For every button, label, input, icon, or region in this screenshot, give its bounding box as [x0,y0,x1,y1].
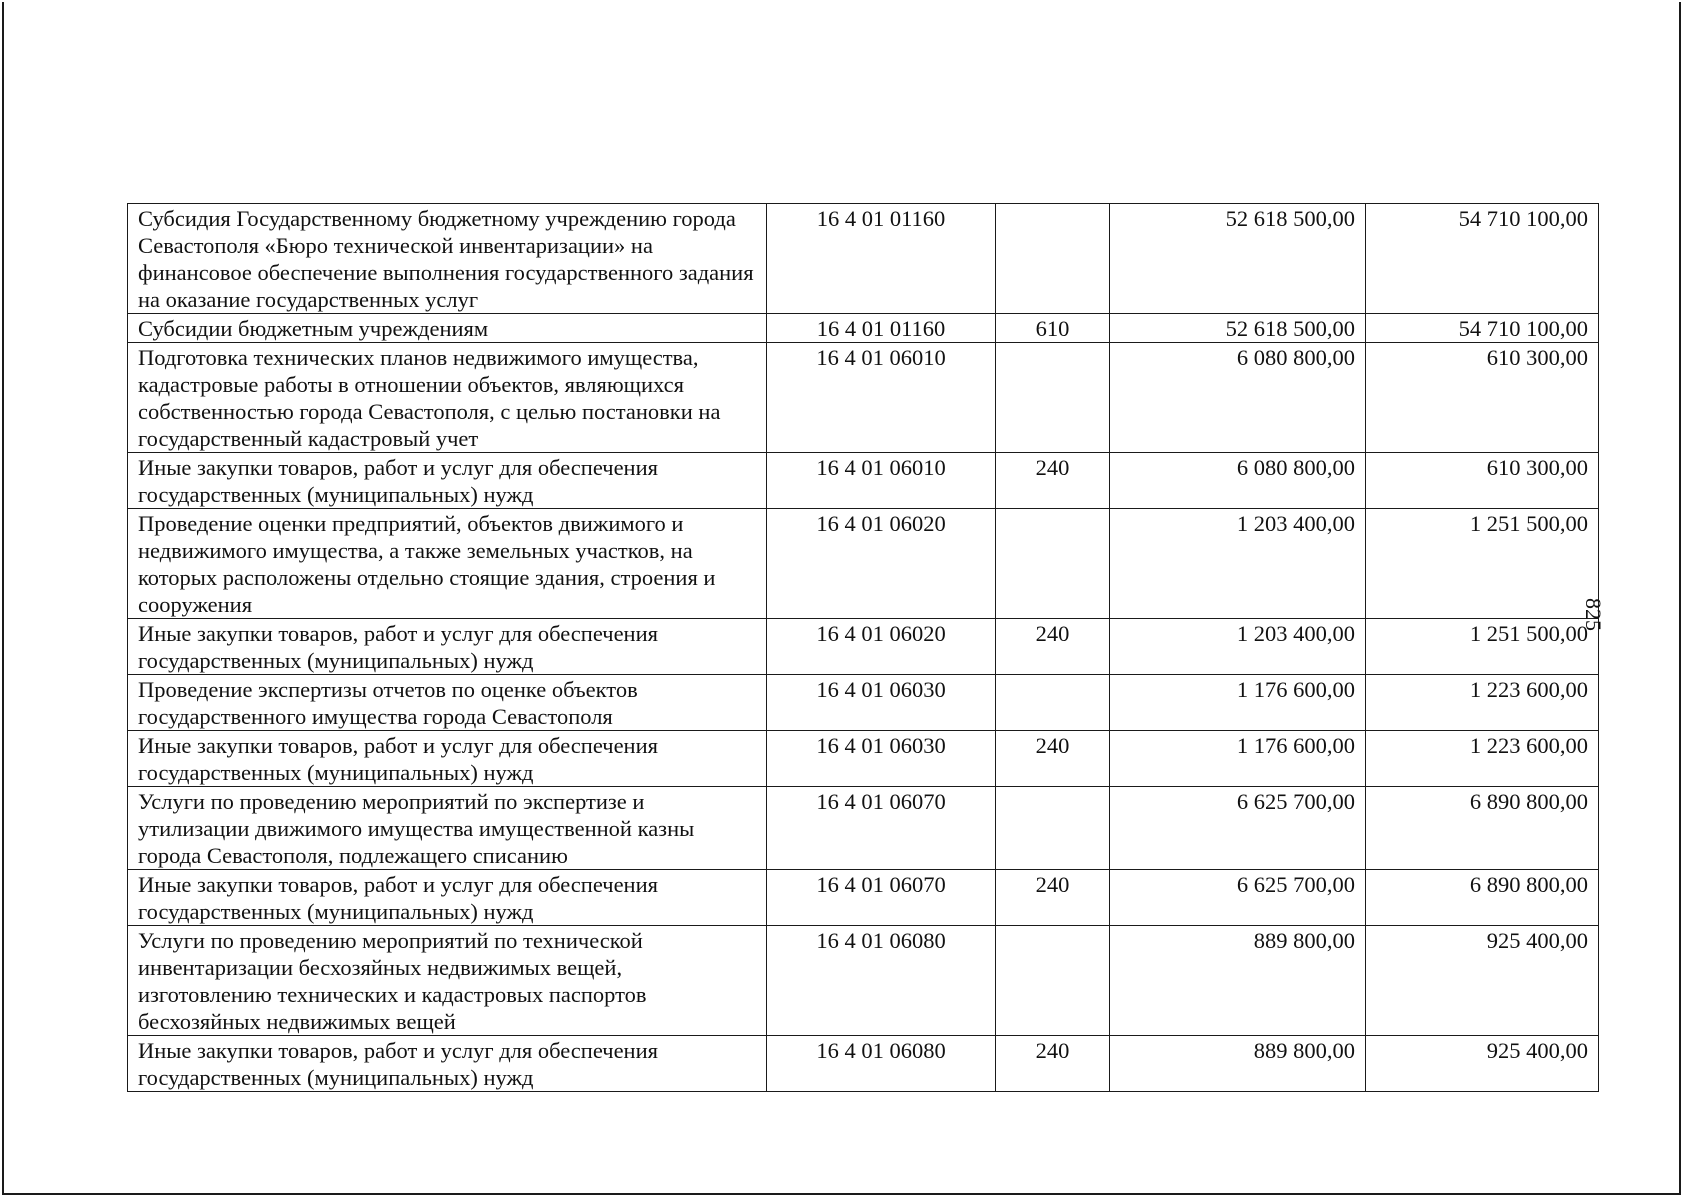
table-row [128,619,1599,675]
row-amount-1-cell: 1 203 400,00 [1110,509,1366,619]
row-code-cell: 16 4 01 06020 [767,619,996,675]
row-amount-1-cell: 1 203 400,00 [1110,619,1366,675]
row-name-cell: Иные закупки товаров, работ и услуг для обеспечения государственных (муниципальных) нужд [128,453,767,509]
row-amount-2-cell: 6 890 800,00 [1366,787,1599,870]
row-amount-1-cell: 52 618 500,00 [1110,314,1366,343]
table-row [128,926,1599,1036]
row-code-cell: 16 4 01 06030 [767,675,996,731]
row-code-cell: 16 4 01 01160 [767,314,996,343]
row-name-cell: Иные закупки товаров, работ и услуг для обеспечения государственных (муниципальных) нужд [128,731,767,787]
row-amount-1-cell: 6 625 700,00 [1110,870,1366,926]
table-row [128,314,1599,343]
row-type-cell: 610 [996,314,1110,343]
row-type-cell [996,343,1110,453]
row-amount-2-cell: 54 710 100,00 [1366,204,1599,314]
table-row [128,204,1599,314]
row-name-cell: Услуги по проведению мероприятий по технической инвентаризации бесхозяйных недвижимых вещей, изготовлению технических и кадастровых паспортов бесхозяйных недвижимых вещей [128,926,767,1036]
row-code-cell: 16 4 01 06070 [767,870,996,926]
row-type-cell [996,926,1110,1036]
row-code-cell: 16 4 01 06070 [767,787,996,870]
row-code-cell: 16 4 01 06080 [767,926,996,1036]
row-amount-2-cell: 610 300,00 [1366,343,1599,453]
row-amount-2-cell: 1 251 500,00 [1366,619,1599,675]
row-code-cell: 16 4 01 01160 [767,204,996,314]
row-code-cell: 16 4 01 06010 [767,453,996,509]
row-code-cell: 16 4 01 06010 [767,343,996,453]
page-number: 825 [1581,598,1606,631]
row-name-cell: Иные закупки товаров, работ и услуг для обеспечения государственных (муниципальных) нужд [128,619,767,675]
row-type-cell: 240 [996,453,1110,509]
row-name-cell: Проведение экспертизы отчетов по оценке объектов государственного имущества города Севастополя [128,675,767,731]
table-row [128,343,1599,453]
row-code-cell: 16 4 01 06020 [767,509,996,619]
row-amount-1-cell: 1 176 600,00 [1110,731,1366,787]
row-name-cell: Подготовка технических планов недвижимого имущества, кадастровые работы в отношении объектов, являющихся собственностью города Севастополя, с целью постановки на государственный кадастровый учет [128,343,767,453]
table-row [128,675,1599,731]
row-code-cell: 16 4 01 06030 [767,731,996,787]
row-amount-1-cell: 6 080 800,00 [1110,343,1366,453]
row-amount-2-cell: 610 300,00 [1366,453,1599,509]
table-row [128,509,1599,619]
table-row [128,1036,1599,1092]
row-amount-2-cell: 1 223 600,00 [1366,731,1599,787]
row-amount-2-cell: 925 400,00 [1366,926,1599,1036]
table-row [128,870,1599,926]
row-type-cell: 240 [996,619,1110,675]
table-body [128,204,1599,1092]
table-row [128,453,1599,509]
row-amount-1-cell: 52 618 500,00 [1110,204,1366,314]
row-type-cell: 240 [996,731,1110,787]
row-name-cell: Иные закупки товаров, работ и услуг для обеспечения государственных (муниципальных) нужд [128,1036,767,1092]
row-amount-1-cell: 6 625 700,00 [1110,787,1366,870]
row-amount-1-cell: 889 800,00 [1110,1036,1366,1092]
budget-table [127,203,1599,1092]
row-name-cell: Услуги по проведению мероприятий по экспертизе и утилизации движимого имущества имущественной казны города Севастополя, подлежащего списанию [128,787,767,870]
row-code-cell: 16 4 01 06080 [767,1036,996,1092]
row-name-cell: Проведение оценки предприятий, объектов движимого и недвижимого имущества, а также земельных участков, на которых расположены отдельно стоящие здания, строения и сооружения [128,509,767,619]
row-type-cell [996,204,1110,314]
row-type-cell [996,675,1110,731]
row-type-cell [996,509,1110,619]
row-type-cell [996,787,1110,870]
row-amount-2-cell: 54 710 100,00 [1366,314,1599,343]
row-name-cell: Иные закупки товаров, работ и услуг для обеспечения государственных (муниципальных) нужд [128,870,767,926]
row-type-cell: 240 [996,1036,1110,1092]
table-row [128,731,1599,787]
row-amount-1-cell: 1 176 600,00 [1110,675,1366,731]
table-row [128,787,1599,870]
row-amount-1-cell: 889 800,00 [1110,926,1366,1036]
row-amount-2-cell: 6 890 800,00 [1366,870,1599,926]
row-name-cell: Субсидия Государственному бюджетному учреждению города Севастополя «Бюро технической инвентаризации» на финансовое обеспечение выполнения государственного задания на оказание государственных услуг [128,204,767,314]
row-amount-1-cell: 6 080 800,00 [1110,453,1366,509]
row-type-cell: 240 [996,870,1110,926]
row-amount-2-cell: 1 251 500,00 [1366,509,1599,619]
row-name-cell: Субсидии бюджетным учреждениям [128,314,767,343]
row-amount-2-cell: 1 223 600,00 [1366,675,1599,731]
row-amount-2-cell: 925 400,00 [1366,1036,1599,1092]
